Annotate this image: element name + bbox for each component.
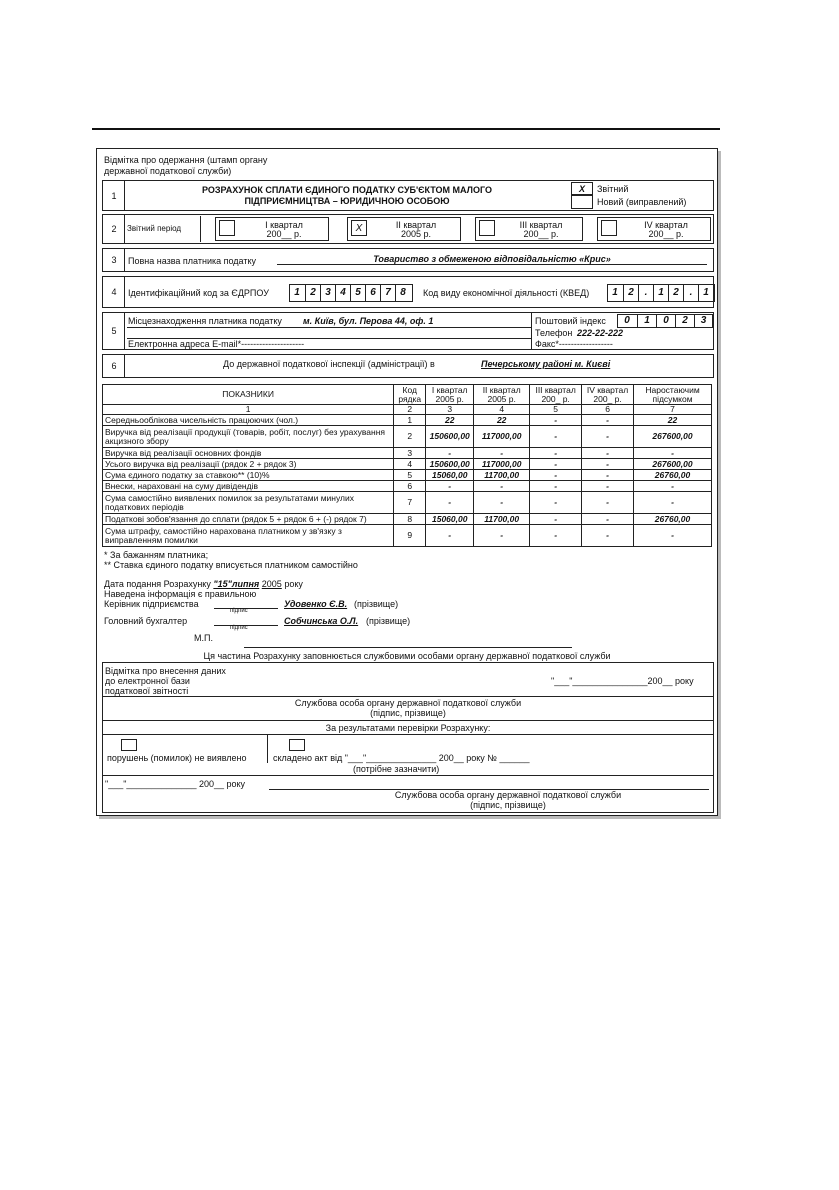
indicators-table — [102, 384, 712, 547]
postal-code[interactable] — [617, 314, 713, 328]
col-number: 3 — [426, 405, 474, 415]
header-q2: II квартал 2005 р. — [474, 385, 530, 405]
row5-number: 5 — [111, 326, 117, 336]
officer-hint-1: (підпис, прізвище) — [370, 708, 446, 718]
row-name: Внески, нараховані на суму дивідендів — [103, 481, 394, 492]
table-row — [103, 492, 712, 514]
col-number: 5 — [530, 405, 582, 415]
cell-q1[interactable]: 150600,00 — [426, 426, 474, 448]
col-number: 4 — [474, 405, 530, 415]
cell-q3[interactable]: - — [530, 426, 582, 448]
kved-code[interactable] — [607, 284, 715, 302]
accountant-name[interactable]: Собчинська О.Л. — [284, 616, 359, 626]
officer-line-1: Службова особа органу державної податкової служби — [294, 698, 522, 708]
stamp-note-line2: державної податкової служби) — [104, 166, 232, 176]
edrpou-digit: 7 — [380, 285, 395, 301]
quarter-1-box[interactable] — [215, 217, 329, 241]
submission-date — [104, 579, 303, 589]
postal-digit: 2 — [675, 315, 694, 327]
official-header: Ця частина Розрахунку заповнюється службовими особами органу державної податкової служби — [203, 651, 611, 661]
db-mark-line3: податкової звітності — [105, 686, 189, 696]
quarter-2-box[interactable] — [347, 217, 461, 241]
row-name: Середньооблікова чисельність працюючих (чол.) — [103, 415, 394, 426]
cell-q2[interactable]: - — [474, 481, 530, 492]
cell-q1[interactable]: - — [426, 525, 474, 547]
quarter-3-label: III квартал — [519, 220, 563, 230]
row2-box — [102, 214, 714, 244]
row-code: 6 — [394, 481, 426, 492]
header-q1: I квартал 2005 р. — [426, 385, 474, 405]
director-surname-hint: (прізвище) — [354, 599, 399, 609]
top-rule — [92, 128, 720, 130]
act-drawn-label[interactable]: складено акт від "___"______________ 200__ року № ______ — [273, 753, 530, 763]
row6-box — [102, 354, 714, 378]
report-type-checkbox[interactable]: X — [571, 182, 593, 195]
col-number: 1 — [103, 405, 394, 415]
cell-q4[interactable]: - — [582, 426, 634, 448]
quarter-3-box[interactable] — [475, 217, 583, 241]
cell-q1[interactable]: - — [426, 481, 474, 492]
postal-digit: 3 — [694, 315, 712, 327]
quarter-2-label: II квартал — [395, 220, 437, 230]
cell-q2[interactable]: 11700,00 — [474, 470, 530, 481]
quarter-1-year: 200__ р. — [266, 229, 302, 239]
cell-q3[interactable]: - — [530, 448, 582, 459]
kved-digit: 2 — [623, 285, 638, 301]
cell-q3[interactable]: - — [530, 470, 582, 481]
cell-q3[interactable]: - — [530, 525, 582, 547]
fax-label[interactable]: Факс*------------------ — [535, 339, 613, 349]
tax-office-value[interactable]: Печерському районі м. Києві — [481, 359, 611, 369]
cell-q1[interactable]: - — [426, 448, 474, 459]
header-total: Наростаючим підсумком — [634, 385, 712, 405]
location-value[interactable]: м. Київ, бул. Перова 44, оф. 1 — [303, 316, 434, 326]
cell-q3[interactable]: - — [530, 415, 582, 426]
date-year[interactable]: 2005 — [261, 579, 282, 589]
edrpou-digit: 1 — [294, 287, 300, 298]
quarter-4-box[interactable] — [597, 217, 711, 241]
quarter-4-checkbox[interactable] — [601, 220, 617, 236]
edrpou-digit: 6 — [365, 285, 380, 301]
row-code: 4 — [394, 459, 426, 470]
cell-q1[interactable]: 15060,00 — [426, 514, 474, 525]
no-violations-label: порушень (помилок) не виявлено — [107, 753, 247, 763]
row5-box — [102, 312, 714, 350]
cell-total[interactable]: 22 — [634, 415, 712, 426]
cell-total[interactable]: - — [634, 492, 712, 514]
row1-number: 1 — [111, 191, 117, 201]
bottom-date[interactable]: "___"______________ 200__ року — [105, 779, 246, 789]
row3-number: 3 — [111, 255, 117, 265]
cell-q3[interactable]: - — [530, 514, 582, 525]
row-code: 1 — [394, 415, 426, 426]
act-drawn-checkbox[interactable] — [289, 739, 305, 751]
col-number: 7 — [634, 405, 712, 415]
cell-q4[interactable]: - — [582, 481, 634, 492]
table-row — [103, 426, 712, 448]
table-row — [103, 415, 712, 426]
db-mark-line2: до електронної бази — [105, 676, 190, 686]
location-label: Місцезнаходження платника податку — [128, 316, 282, 326]
table-row — [103, 525, 712, 547]
edrpou-digit: 4 — [335, 285, 350, 301]
cell-q4[interactable]: - — [582, 470, 634, 481]
footnote-2: ** Ставка єдиного податку вписується платником самостійно — [104, 560, 358, 570]
edrpou-digit: 5 — [350, 285, 365, 301]
no-violations-checkbox[interactable] — [121, 739, 137, 751]
cell-q4[interactable]: - — [582, 514, 634, 525]
cell-q3[interactable]: - — [530, 459, 582, 470]
cell-total[interactable]: - — [634, 448, 712, 459]
cell-q3[interactable]: - — [530, 492, 582, 514]
cell-q1[interactable]: - — [426, 492, 474, 514]
postal-label: Поштовий індекс — [535, 316, 606, 326]
officer-line-2: Службова особа органу державної податкової служби — [394, 790, 622, 800]
cell-q4[interactable]: - — [582, 492, 634, 514]
new-type-checkbox[interactable] — [571, 195, 593, 209]
row4-number: 4 — [111, 287, 117, 297]
period-label: Звітний період — [127, 224, 182, 233]
edrpou-digit: 2 — [305, 285, 320, 301]
cell-q2[interactable]: - — [474, 448, 530, 459]
mark-needed-hint: (потрібне зазначити) — [353, 764, 440, 774]
edrpou-code[interactable] — [289, 284, 413, 302]
quarter-3-checkbox[interactable] — [479, 220, 495, 236]
row-code: 7 — [394, 492, 426, 514]
quarter-1-label: I квартал — [265, 220, 303, 230]
postal-digit: 0 — [656, 315, 675, 327]
footnote-1: * За бажанням платника; — [104, 550, 209, 560]
new-type-label: Новий (виправлений) — [597, 197, 687, 207]
quarter-2-checkbox[interactable]: X — [351, 220, 367, 236]
cell-q4[interactable]: - — [582, 415, 634, 426]
kved-digit: 2 — [668, 285, 683, 301]
cell-q2[interactable]: - — [474, 492, 530, 514]
edrpou-label: Ідентифікаційний код за ЄДРПОУ — [128, 288, 269, 298]
kved-label: Код виду економічної діяльності (КВЕД) — [423, 288, 590, 298]
db-mark-line1: Відмітка про внесення даних — [105, 666, 226, 676]
director-label: Керівник підприємства — [104, 599, 199, 609]
cell-q2[interactable]: 117000,00 — [474, 459, 530, 470]
cell-q1[interactable]: 22 — [426, 415, 474, 426]
edrpou-digit: 3 — [320, 285, 335, 301]
check-title: За результатами перевірки Розрахунку: — [325, 723, 491, 733]
row3-box — [102, 248, 714, 272]
header-code: Код рядка — [394, 385, 426, 405]
row2-number: 2 — [111, 224, 117, 234]
cell-total[interactable]: 267600,00 — [634, 459, 712, 470]
table-row — [103, 514, 712, 525]
payer-name-value[interactable]: Товариство з обмеженою відповідальністю «Крис» — [277, 254, 707, 265]
quarter-3-year: 200__ р. — [523, 229, 559, 239]
officer-hint-2: (підпис, прізвище) — [470, 800, 546, 810]
row-code: 9 — [394, 525, 426, 547]
tax-office-label: До державної податкової інспекції (адміністрації) в — [223, 359, 435, 369]
header-q4: IV квартал 200_ р. — [582, 385, 634, 405]
director-name[interactable]: Удовенко Є.В. — [284, 599, 348, 609]
date-day[interactable]: "15" — [213, 579, 232, 589]
director-signature-hint: підпис — [230, 608, 248, 614]
cell-total[interactable]: 26760,00 — [634, 470, 712, 481]
quarter-4-year: 200__ р. — [648, 229, 684, 239]
seal-label: М.П. — [194, 633, 213, 643]
col-number: 6 — [582, 405, 634, 415]
quarter-2-year: 2005 р. — [400, 229, 432, 239]
row-code: 2 — [394, 426, 426, 448]
row-code: 8 — [394, 514, 426, 525]
kved-digit: . — [683, 285, 698, 301]
kved-digit: 1 — [612, 287, 618, 298]
email-label[interactable]: Електронна адреса E-mail*--------------------- — [128, 339, 305, 349]
cell-q2[interactable]: 11700,00 — [474, 514, 530, 525]
cell-q2[interactable]: 117000,00 — [474, 426, 530, 448]
postal-digit: 1 — [637, 315, 656, 327]
header-q3: III квартал 200_ р. — [530, 385, 582, 405]
accountant-surname-hint: (прізвище) — [366, 616, 411, 626]
phone-value[interactable]: 222-22-222 — [577, 328, 624, 338]
cell-q2[interactable]: - — [474, 525, 530, 547]
quarter-1-checkbox[interactable] — [219, 220, 235, 236]
cell-q3[interactable]: - — [530, 481, 582, 492]
report-type-label: Звітний — [597, 184, 629, 194]
stamp-note-line1: Відмітка про одержання (штамп органу — [104, 155, 268, 165]
cell-q1[interactable]: 150600,00 — [426, 459, 474, 470]
row-name: Виручка від реалізації основних фондів — [103, 448, 394, 459]
cell-q4[interactable]: - — [582, 459, 634, 470]
cell-total[interactable]: 267600,00 — [634, 426, 712, 448]
date-label: Дата подання Розрахунку — [104, 579, 211, 589]
row-code: 3 — [394, 448, 426, 459]
cell-q4[interactable]: - — [582, 448, 634, 459]
kved-digit: . — [638, 285, 653, 301]
accountant-label: Головний бухгалтер — [104, 616, 188, 626]
cell-q1[interactable]: 15060,00 — [426, 470, 474, 481]
table-row — [103, 459, 712, 470]
accountant-signature-hint: підпис — [230, 625, 248, 631]
db-date[interactable]: "___"_______________200__ року — [551, 676, 694, 686]
quarter-4-label: IV квартал — [644, 220, 688, 230]
table-row — [103, 448, 712, 459]
date-suffix: року — [284, 579, 303, 589]
row-name: Сума самостійно виявлених помилок за результатами минулих податкових періодів — [103, 492, 394, 514]
row-name: Сума єдиного податку за ставкою** (10)% — [103, 470, 394, 481]
row6-number: 6 — [111, 361, 117, 371]
row-name: Податкові зобов'язання до сплати (рядок 5 + рядок 6 + (-) рядок 7) — [103, 514, 394, 525]
row-name: Сума штрафу, самостійно нарахована платником у зв'язку з виправленням помилки — [103, 525, 394, 547]
payer-name-label: Повна назва платника податку — [128, 256, 257, 266]
row-name: Усього виручка від реалізації (рядок 2 + рядок 3) — [103, 459, 394, 470]
table-row — [103, 470, 712, 481]
row-name: Виручка від реалізації продукції (товарів, робіт, послуг) без урахування акцизного збору — [103, 426, 394, 448]
row1-title-line2: ПІДПРИЄМНИЦТВА – ЮРИДИЧНОЮ ОСОБОЮ — [244, 196, 450, 206]
phone-label: Телефон — [535, 328, 573, 338]
cell-total[interactable]: 26760,00 — [634, 514, 712, 525]
row1-title-line1: РОЗРАХУНОК СПЛАТИ ЄДИНОГО ПОДАТКУ СУБ'ЄКТОМ МАЛОГО — [202, 185, 492, 195]
col-number: 2 — [394, 405, 426, 415]
official-section — [102, 662, 714, 813]
postal-digit: 0 — [624, 315, 630, 326]
kved-digit: 1 — [653, 285, 668, 301]
cell-total[interactable]: - — [634, 481, 712, 492]
cell-q2[interactable]: 22 — [474, 415, 530, 426]
kved-digit: 1 — [698, 285, 713, 301]
header-indicators: ПОКАЗНИКИ — [103, 385, 394, 405]
cell-q4[interactable]: - — [582, 525, 634, 547]
date-month[interactable]: липня — [231, 579, 260, 589]
correct-info: Наведена інформація є правильною — [104, 589, 257, 599]
table-row — [103, 481, 712, 492]
row4-box — [102, 276, 714, 308]
edrpou-digit: 8 — [395, 285, 410, 301]
row1-box — [102, 180, 714, 211]
cell-total[interactable]: - — [634, 525, 712, 547]
row-code: 5 — [394, 470, 426, 481]
